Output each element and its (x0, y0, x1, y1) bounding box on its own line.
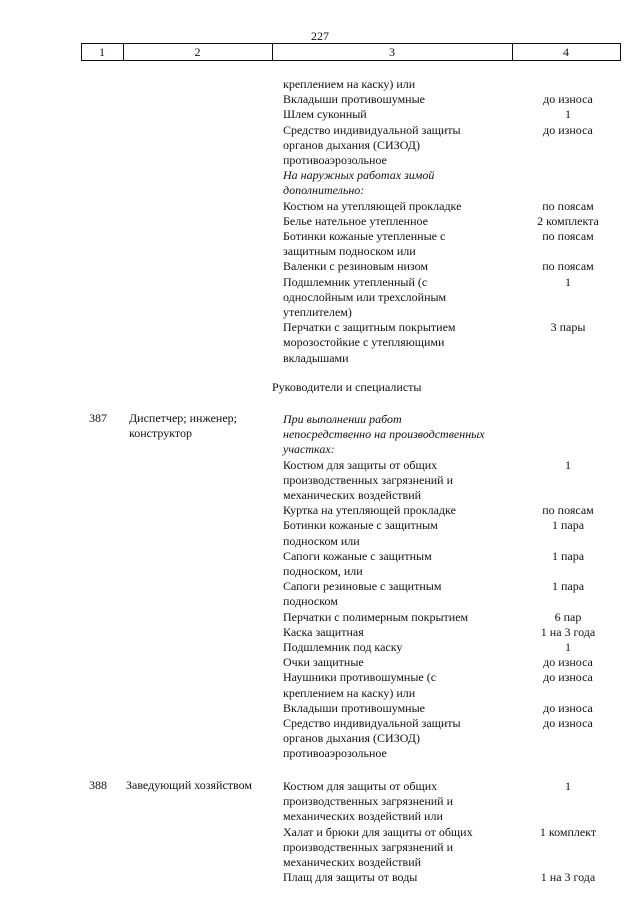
entry-387-quantity: по поясам (542, 503, 594, 518)
entry-387-quantity: 1 на 3 года (540, 624, 596, 639)
entry-388-position: Заведующий хозяйством (126, 778, 252, 792)
entry-387-item-text: производственных загрязнений и (283, 472, 454, 487)
section-title: Руководители и специалисты (272, 380, 422, 394)
entry-387-quantity: до износа (543, 655, 593, 670)
entry-387-item-text: Перчатки с полимерным покрытием (283, 609, 469, 624)
entry-387-quantity: до износа (543, 700, 593, 715)
entry-387-item-text: подноском или (283, 533, 360, 548)
continued-quantity: по поясам (542, 259, 594, 274)
continued-quantity: по поясам (542, 198, 594, 213)
entry-387-quantity: 1 (565, 457, 571, 472)
continued-item-text: противоаэрозольное (283, 153, 387, 167)
continued-quantity: 3 пары (550, 320, 586, 335)
continued-item-text: Вкладыши противошумные (283, 92, 425, 107)
continued-item-text: утеплителем) (283, 305, 352, 319)
header-col-1: 1 (99, 45, 105, 59)
continued-item-text: вкладышами (283, 350, 349, 365)
entry-387-position: Диспетчер; инженер; (129, 411, 238, 425)
continued-item-text: Средство индивидуальной защиты (283, 122, 461, 137)
continued-item-text: На наружных работах зимой (283, 168, 435, 183)
entry-388-quantity: 1 комплект (539, 824, 597, 839)
continued-quantity: 2 комплекта (537, 213, 599, 228)
entry-387-item-text: подноском (283, 594, 338, 609)
continued-item-text: Перчатки с защитным покрытием (283, 320, 456, 335)
entry-388-item-text: производственных загрязнений и (283, 794, 454, 809)
entry-388-item-text: Костюм для защиты от общих (283, 779, 438, 793)
header-col-3: 3 (389, 45, 395, 59)
entry-387-quantity: до износа (543, 716, 593, 730)
continued-item-text: Костюм на утепляющей прокладке (283, 198, 462, 213)
entry-388-quantity: 1 (565, 779, 571, 793)
entry-387-quantity: 1 пара (551, 518, 585, 533)
continued-quantity: 1 (565, 274, 571, 289)
entry-387-quantity: 1 (565, 640, 571, 654)
entry-387-number: 387 (89, 411, 107, 425)
continued-quantity: до износа (543, 122, 593, 137)
continued-item-text: Валенки с резиновым низом (283, 259, 429, 274)
continued-item-text: креплением на каску) или (283, 77, 416, 91)
continued-quantity: до износа (543, 92, 593, 107)
entry-387-quantity: до износа (543, 670, 593, 685)
entry-387-item-text: непосредственно на производственных (283, 427, 485, 442)
entry-388-item-text: механических воздействий или (283, 809, 443, 824)
continued-item-text: Белье нательное утепленное (283, 213, 428, 228)
continued-quantity: 1 (565, 107, 571, 122)
entry-387-item-text: Каска защитная (283, 624, 364, 639)
entry-388-number: 388 (89, 778, 107, 792)
continued-item-text: защитным подноском или (283, 244, 416, 259)
continued-item-text: однослойным или трехслойным (283, 289, 447, 304)
entry-387-quantity: 1 пара (551, 548, 585, 563)
header-divider (620, 44, 621, 60)
entry-388-item-text: Плащ для защиты от воды (283, 870, 418, 885)
entry-388-quantity: 1 на 3 года (540, 870, 596, 885)
entry-387-item-text: Сапоги резиновые с защитным (283, 579, 442, 594)
continued-item-text: органов дыхания (СИЗОД) (283, 137, 420, 152)
entry-387-item-text: Средство индивидуальной защиты (283, 716, 461, 730)
entry-387-item-text: Очки защитные (283, 655, 364, 670)
entry-387-item-text: Костюм для защиты от общих (283, 457, 438, 472)
continued-item-text: Подшлемник утепленный (с (283, 274, 428, 289)
entry-387-item-text: При выполнении работ (283, 412, 402, 426)
entry-387-item-text: противоаэрозольное (283, 746, 387, 761)
entry-387-item-text: органов дыхания (СИЗОД) (283, 731, 420, 746)
header-col-4: 4 (563, 45, 569, 59)
header-col-2: 2 (194, 45, 201, 59)
entry-387-item-text: Наушники противошумные (с (283, 670, 437, 685)
entry-387-quantity: 1 пара (551, 579, 585, 594)
entry-387-quantity: 6 пар (554, 609, 582, 624)
continued-quantity: по поясам (542, 229, 594, 243)
continued-item-text: Ботинки кожаные утепленные с (283, 229, 446, 243)
entry-387-item-text: механических воздействий (283, 488, 422, 502)
entry-387-item-text: Ботинки кожаные с защитным (283, 518, 438, 533)
entry-387-item-text: креплением на каску) или (283, 685, 416, 700)
entry-387-item-text: Подшлемник под каску (283, 640, 403, 654)
entry-388-item-text: производственных загрязнений и (283, 839, 454, 854)
continued-item-text: Шлем суконный (283, 107, 367, 122)
entry-387-item-text: Куртка на утепляющей прокладке (283, 503, 456, 518)
table-header (81, 43, 621, 61)
entry-388-item-text: механических воздействий (283, 855, 422, 869)
continued-item-text: дополнительно: (283, 183, 365, 198)
entry-387-item-text: Сапоги кожаные с защитным (283, 548, 432, 563)
entry-387-item-text: Вкладыши противошумные (283, 700, 425, 715)
entry-387-item-text: подноском, или (283, 564, 363, 578)
page-number: 227 (311, 29, 329, 43)
entry-388-item-text: Халат и брюки для защиты от общих (283, 824, 473, 839)
entry-387-item-text: участках: (283, 442, 335, 457)
continued-item-text: морозостойкие с утепляющими (283, 335, 445, 350)
entry-387-position: конструктор (129, 426, 192, 441)
